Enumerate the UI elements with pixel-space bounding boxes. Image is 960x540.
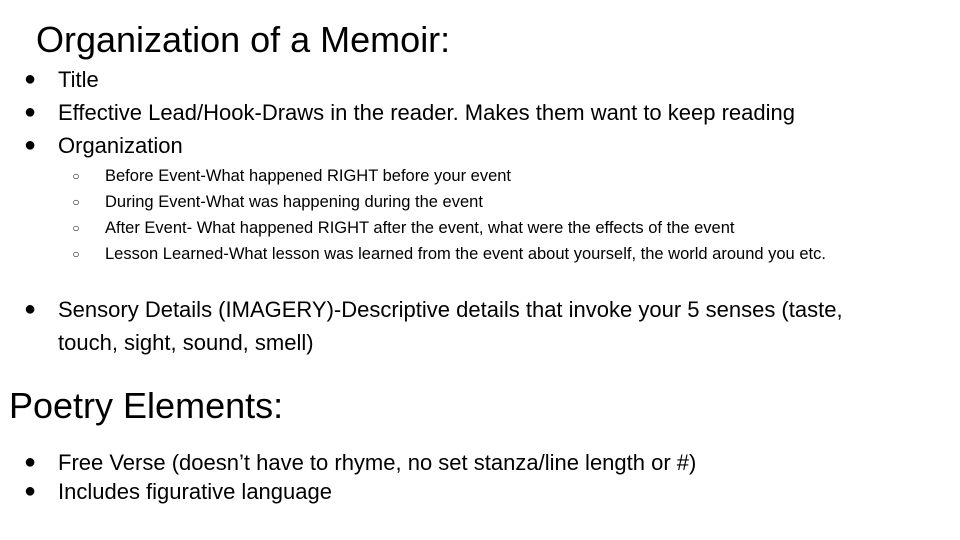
- bullet-icon: ●: [23, 134, 37, 156]
- sub-item-text: After Event- What happened RIGHT after the event, what were the effects of the event: [105, 219, 735, 237]
- poetry-heading: Poetry Elements:: [9, 385, 284, 426]
- list-item-text: Free Verse (doesn’t have to rhyme, no set stanza/line length or #): [58, 450, 697, 475]
- list-item-figurative-language: [23, 475, 918, 508]
- hollow-bullet-icon: ○: [72, 247, 80, 261]
- sub-item-after-event: [72, 215, 905, 241]
- memoir-heading: Organization of a Memoir:: [36, 19, 451, 60]
- list-item-text: Effective Lead/Hook-Draws in the reader. Makes them want to keep reading: [58, 100, 795, 125]
- list-item-title: [23, 63, 918, 96]
- list-item-organization: [23, 129, 918, 162]
- sub-item-lesson-learned: [72, 241, 890, 267]
- list-item-lead-hook: [23, 96, 918, 129]
- sub-item-text: Lesson Learned-What lesson was learned from the event about yourself, the world around you etc.: [105, 245, 826, 263]
- list-item-text: Organization: [58, 133, 183, 158]
- bullet-icon: ●: [23, 68, 37, 90]
- bullet-icon: ●: [23, 480, 37, 502]
- bullet-icon: ●: [23, 451, 37, 473]
- bullet-icon: ●: [23, 101, 37, 123]
- list-item-sensory-details: [23, 293, 858, 359]
- bullet-icon: ●: [23, 298, 37, 320]
- list-item-text: Includes figurative language: [58, 479, 332, 504]
- list-item-text: Sensory Details (IMAGERY)-Descriptive details that invoke your 5 senses (taste, touch, sight, sound, smell): [58, 297, 843, 355]
- sub-item-text: During Event-What was happening during the event: [105, 193, 483, 211]
- hollow-bullet-icon: ○: [72, 169, 80, 183]
- list-item-text: Title: [58, 67, 99, 92]
- sub-item-during-event: [72, 189, 905, 215]
- sub-item-before-event: [72, 163, 905, 189]
- hollow-bullet-icon: ○: [72, 221, 80, 235]
- sub-item-text: Before Event-What happened RIGHT before your event: [105, 167, 512, 185]
- hollow-bullet-icon: ○: [72, 195, 80, 209]
